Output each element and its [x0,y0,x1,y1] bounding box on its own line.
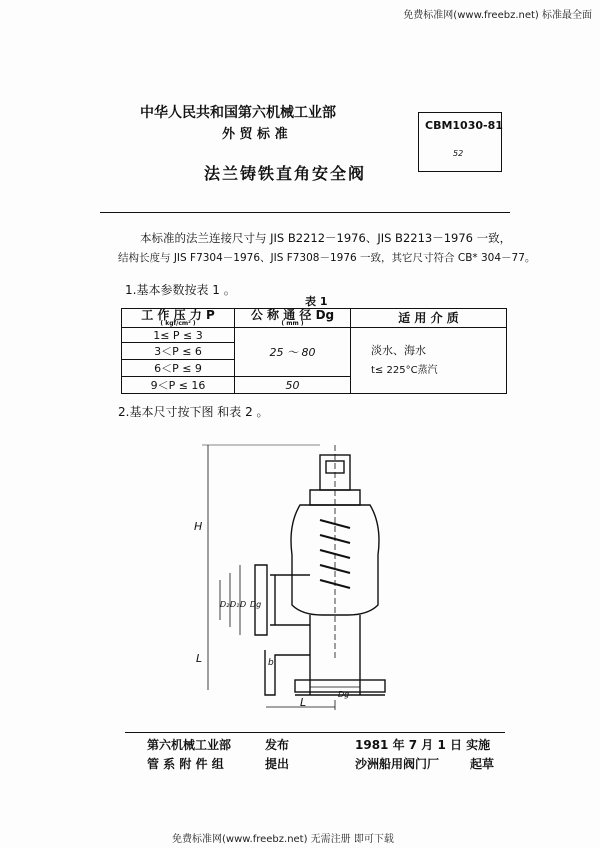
label-H: H [194,520,203,533]
ministry: 中华人民共和国第六机械工业部 [140,105,336,121]
pressure-cell: 1≤ P ≤ 3 [122,328,235,343]
intro-line-1: 本标准的法兰连接尺寸与 JIS B2212－1976、JIS B2213－1976 一致， [140,231,512,245]
label-D1: D₁ [230,600,240,609]
section-2: 2.基本尺寸按下图 和表 2 。 [118,405,269,419]
section-1: 1.基本参数按表 1 。 [125,283,236,297]
header-pressure: 工 作 压 力 P ( kgf/cm² ) [122,309,235,328]
drafted: 起草 [470,757,495,771]
label-Dg-bottom: Dg [338,690,350,699]
header-medium: 适 用 介 质 [351,309,507,328]
drafter: 沙洲船用阀门厂 [355,757,440,771]
watermark-bottom: 免费标准网(www.freebz.net) 无需注册 即可下载 [172,834,394,845]
issued: 发布 [265,738,290,752]
doc-title: 法兰铸铁直角安全阀 [204,164,367,183]
label-D: D [240,600,247,609]
table-caption: 表 1 [305,295,328,308]
dn-range: 25 ～ 80 [235,328,351,377]
pressure-cell: 3＜P ≤ 6 [122,343,235,360]
pressure-cell: 9＜P ≤ 16 [122,377,235,394]
label-L-vertical: L [196,652,203,665]
label-Dg: Dg [250,600,262,609]
proposed: 提出 [265,757,290,771]
standard-number: CBM1030-81 [425,119,503,132]
label-b: b [268,658,274,668]
page-number: 52 [453,149,464,158]
issuer: 第六机械工业部 [147,738,232,752]
watermark-top: 免费标准网(www.freebz.net) 标准最全面 [403,10,592,21]
divider [100,212,510,213]
footer-divider [125,732,505,733]
category: 外 贸 标 准 [222,127,288,142]
standard-box [418,112,502,172]
effective-date: 1981 年 7 月 1 日 实施 [355,738,491,752]
label-L-horizontal: L [300,696,307,709]
dn-high: 50 [235,377,351,394]
medium-cell: 淡水、海水 t≤ 225°C蒸汽 [351,328,507,394]
header-diameter: 公 称 通 径 Dg ( mm ) [235,309,351,328]
table-1 [121,308,507,394]
pressure-cell: 6＜P ≤ 9 [122,360,235,377]
proposer: 管 系 附 件 组 [147,757,224,771]
label-D2: D₂ [220,600,230,609]
intro-line-2: 结构长度与 JIS F7304－1976、JIS F7308－1976 一致，其它尺寸符合 CB* 304－77。 [118,252,536,264]
valve-drawing [180,425,440,715]
